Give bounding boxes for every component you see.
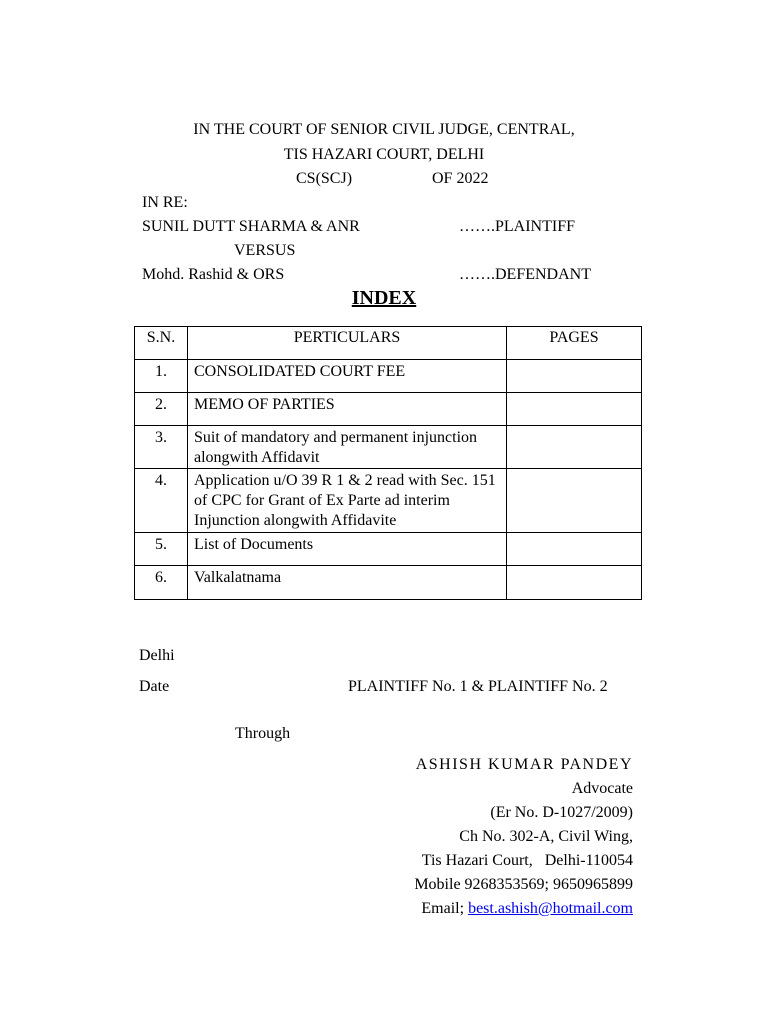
defendant-label: …….DEFENDANT [459, 266, 591, 283]
table-row [135, 533, 642, 566]
row-sn: 6. [135, 566, 188, 600]
row-pages [507, 360, 642, 393]
header-sn: S.N. [135, 327, 188, 360]
defendant-name: Mohd. Rashid & ORS [142, 266, 285, 283]
index-table [134, 326, 642, 600]
row-pages [507, 393, 642, 426]
row-pages [507, 469, 642, 533]
table-header-row [135, 327, 642, 360]
row-pages [507, 566, 642, 600]
chamber-address: Ch No. 302-A, Civil Wing, [459, 828, 633, 845]
row-sn: 4. [135, 469, 188, 533]
table-row [135, 426, 642, 469]
index-title: INDEX [351, 287, 417, 309]
date-label: Date [139, 678, 170, 695]
table-row [135, 469, 642, 533]
email-line [421, 899, 633, 919]
mobile-numbers: Mobile 9268353569; 9650965899 [414, 876, 633, 893]
case-prefix: CS(SCJ) [296, 170, 353, 187]
row-pages [507, 533, 642, 566]
place-label: Delhi [139, 647, 175, 664]
case-year: OF 2022 [432, 170, 489, 187]
row-particulars: Suit of mandatory and permanent injunction alongwith Affidavit [188, 426, 507, 469]
plaintiff-name: SUNIL DUTT SHARMA & ANR [142, 218, 360, 235]
row-sn: 2. [135, 393, 188, 426]
plaintiff-label: …….PLAINTIFF [459, 218, 576, 235]
row-particulars: Application u/O 39 R 1 & 2 read with Sec. 151 of CPC for Grant of Ex Parte ad interim Injunction alongwith Affidavite [188, 469, 507, 533]
header-particulars: PERTICULARS [188, 327, 507, 360]
versus-label: VERSUS [234, 242, 296, 259]
row-particulars: List of Documents [188, 533, 507, 566]
row-particulars: CONSOLIDATED COURT FEE [188, 360, 507, 393]
row-pages [507, 426, 642, 469]
court-name-line2: TIS HAZARI COURT, DELHI [283, 146, 485, 163]
advocate-title: Advocate [571, 780, 633, 797]
advocate-name: ASHISH KUMAR PANDEY [415, 756, 633, 773]
email-link[interactable]: best.ashish@hotmail.com [468, 900, 633, 917]
email-label: Email; [421, 900, 469, 917]
court-address: Tis Hazari Court, Delhi-110054 [421, 852, 633, 869]
row-sn: 1. [135, 360, 188, 393]
row-particulars: Valkalatnama [188, 566, 507, 600]
signatory: PLAINTIFF No. 1 & PLAINTIFF No. 2 [348, 678, 608, 695]
table-row [135, 360, 642, 393]
row-sn: 5. [135, 533, 188, 566]
header-pages: PAGES [507, 327, 642, 360]
row-particulars: MEMO OF PARTIES [188, 393, 507, 426]
table-row [135, 566, 642, 600]
table-row [135, 393, 642, 426]
through-label: Through [235, 725, 291, 742]
row-sn: 3. [135, 426, 188, 469]
court-name-line1: IN THE COURT OF SENIOR CIVIL JUDGE, CENTRAL, [193, 121, 575, 138]
in-re-label: IN RE: [142, 194, 188, 211]
enrolment-number: (Er No. D-1027/2009) [490, 804, 633, 821]
